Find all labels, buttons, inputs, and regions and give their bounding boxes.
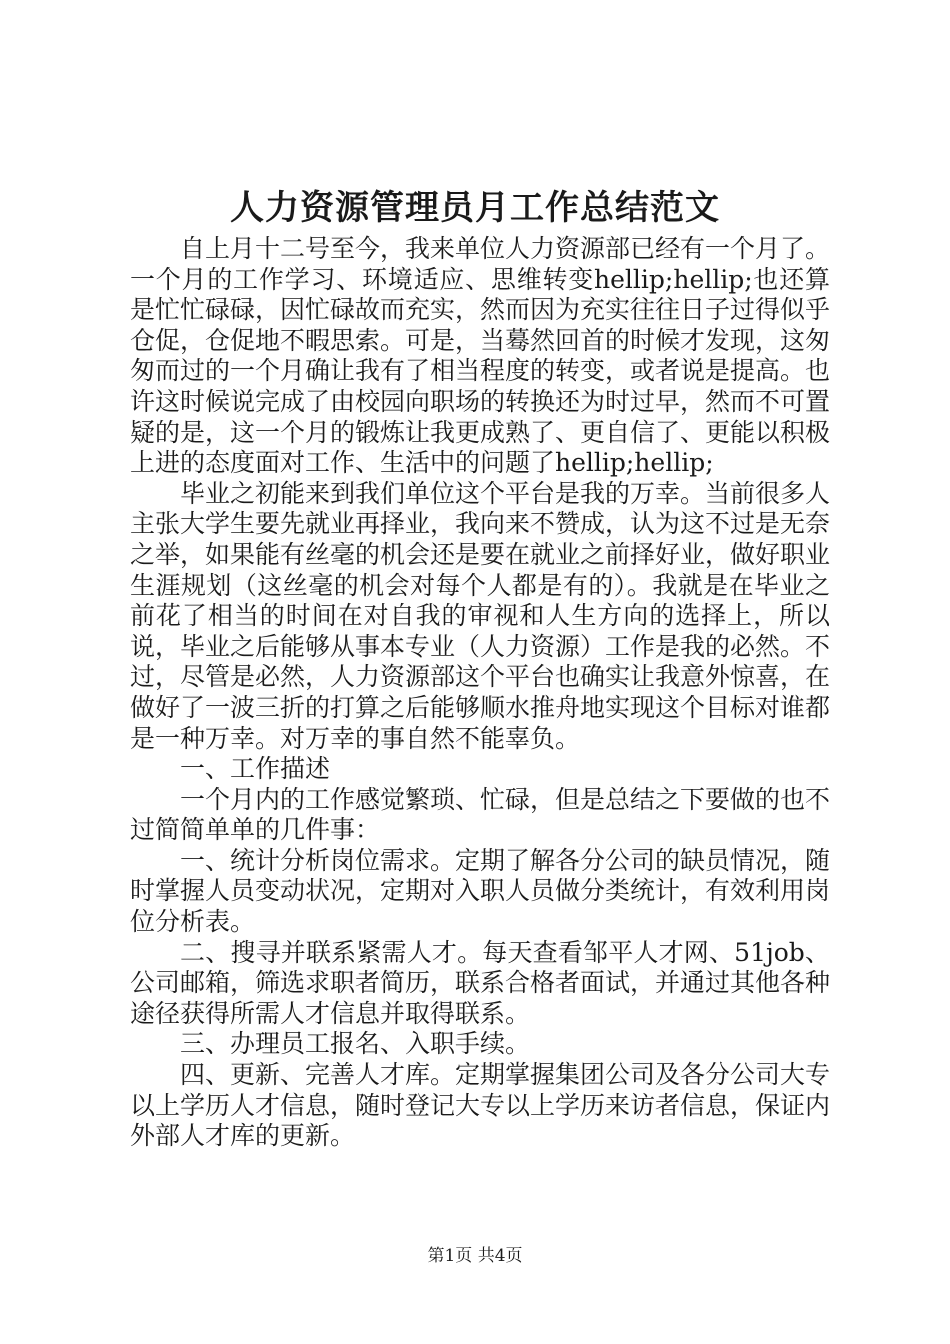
page-number-footer: 第1页 共4页: [427, 1246, 523, 1266]
section-heading-work-description: 一、工作描述: [180, 754, 331, 784]
document-body: [130, 234, 830, 1152]
list-item-talent-search: 二、搜寻并联系紧需人才。每天查看邹平人才网、51job、公司邮箱，筛选求职者简历，联系合格者面试，并通过其他各种途径获得所需人才信息并取得联系。: [130, 937, 831, 1028]
document-title: 人力资源管理员月工作总结范文: [230, 188, 720, 228]
paragraph-intro: 自上月十二号至今，我来单位人力资源部已经有一个月了。一个月的工作学习、环境适应、思维转变hellip;hellip;也还算是忙忙碌碌，因忙碌故而充实，然而因为充实往往日子过得似乎仓促，仓促地不暇思索。可是，当蓦然回首的时候才发现，这匆匆而过的一个月确让我有了相当程度的转变，或者说是提高。也许这时候说完成了由校园向职场的转换还为时过早，然而不可置疑的是，这一个月的锻炼让我更成熟了、更自信了、更能以积极上进的态度面对工作、生活中的问题了hellip;hellip;: [130, 234, 831, 478]
list-item-talent-database: 四、更新、完善人才库。定期掌握集团公司及各分公司大专以上学历人才信息，随时登记大专以上学历来访者信息，保证内外部人才库的更新。: [130, 1060, 831, 1151]
paragraph-graduation: 毕业之初能来到我们单位这个平台是我的万幸。当前很多人主张大学生要先就业再择业，我向来不赞成，认为这不过是无奈之举，如果能有丝毫的机会还是要在就业之前择好业，做好职业生涯规划（这丝毫的机会对每个人都是有的）。我就是在毕业之前花了相当的时间在对自我的审视和人生方向的选择上，所以说，毕业之后能够从事本专业（人力资源）工作是我的必然。不过，尽管是必然，人力资源部这个平台也确实让我意外惊喜，在做好了一波三折的打算之后能够顺水推舟地实现这个目标对谁都是一种万幸。对万幸的事自然不能辜负。: [130, 478, 831, 753]
list-item-job-analysis: 一、统计分析岗位需求。定期了解各分公司的缺员情况，随时掌握人员变动状况，定期对入职人员做分类统计，有效利用岗位分析表。: [130, 845, 831, 937]
paragraph-work-summary: 一个月内的工作感觉繁琐、忙碌，但是总结之下要做的也不过简简单单的几件事：: [130, 784, 831, 845]
list-item-onboarding: 三、办理员工报名、入职手续。: [180, 1029, 531, 1059]
